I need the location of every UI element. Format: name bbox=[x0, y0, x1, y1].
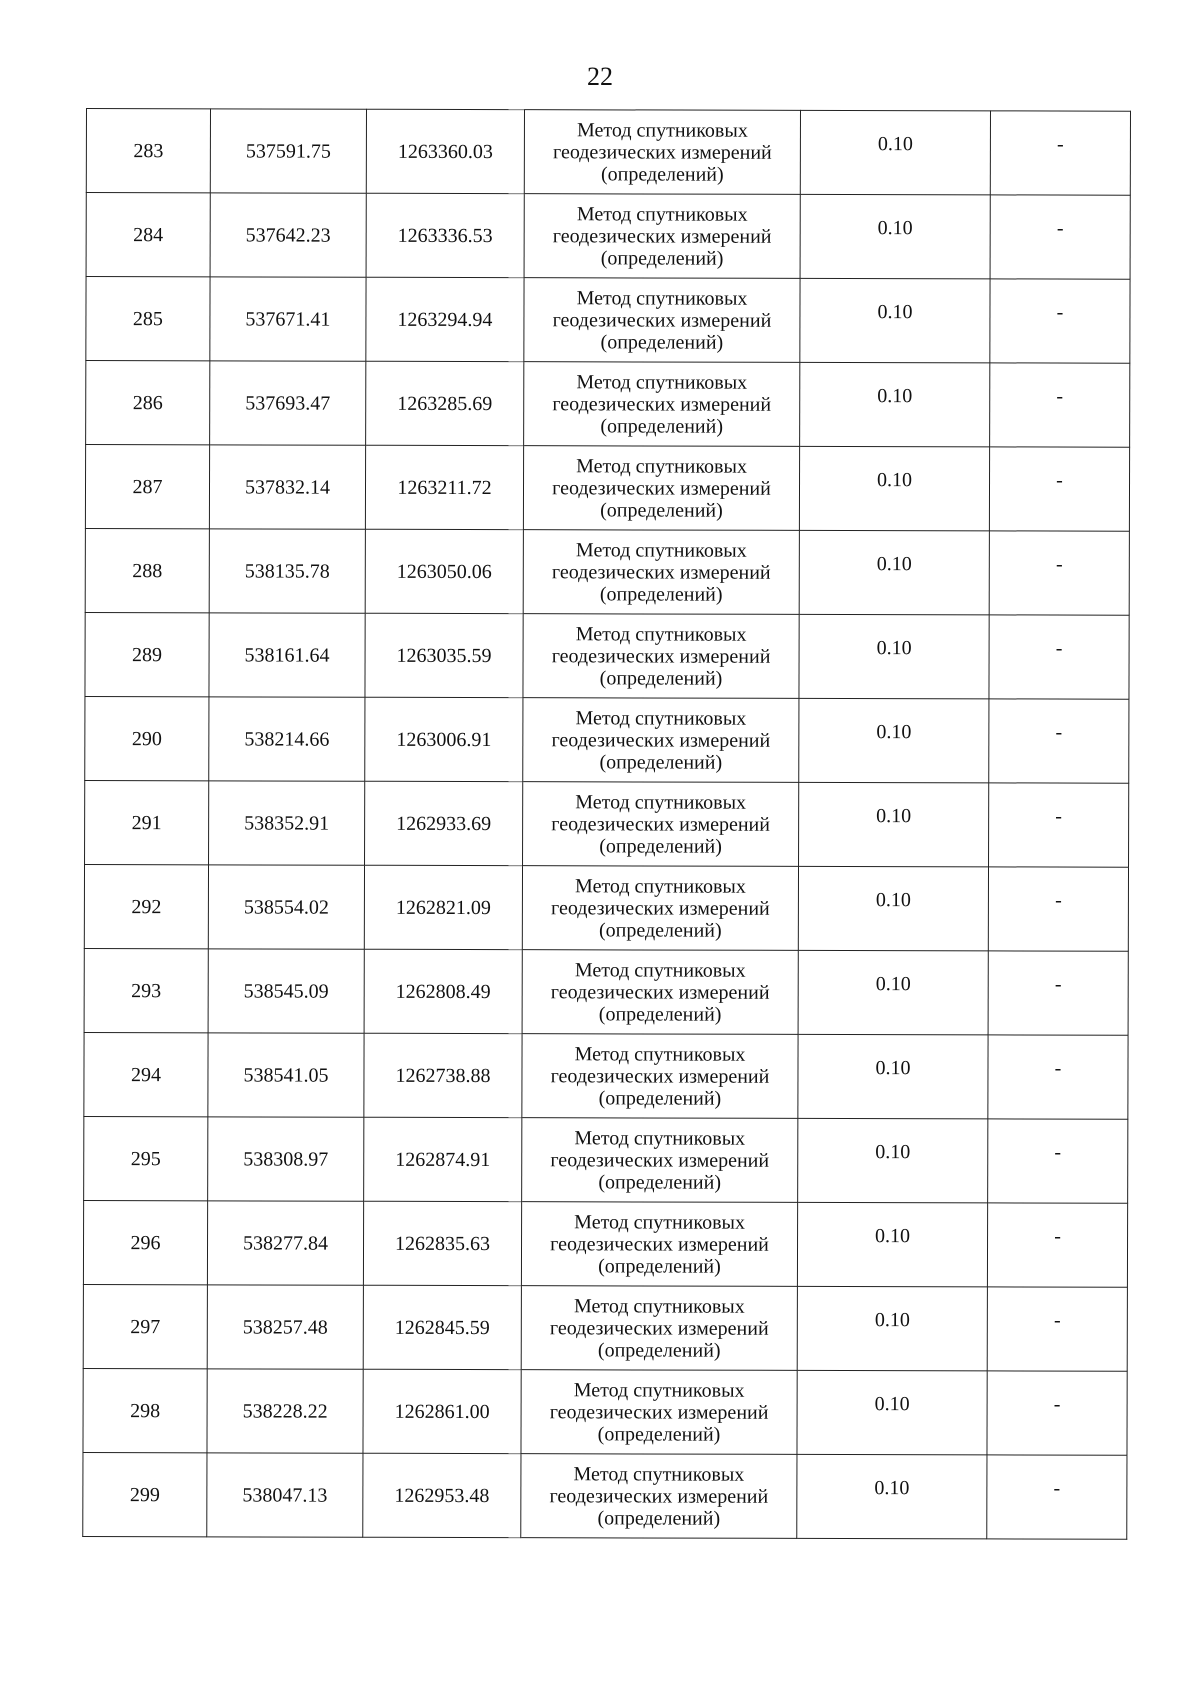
coordinates-table bbox=[82, 108, 1131, 1540]
method-cell bbox=[521, 1202, 797, 1287]
method-line: геодезических измерений bbox=[551, 560, 771, 584]
extra-value: - bbox=[1055, 553, 1063, 576]
table-row bbox=[83, 1368, 1127, 1455]
point-number-cell: 284 bbox=[86, 193, 210, 277]
extra-cell bbox=[989, 615, 1129, 699]
table-row bbox=[84, 1116, 1128, 1203]
extra-cell bbox=[990, 195, 1130, 279]
method-cell bbox=[523, 698, 799, 783]
method-line: (определений) bbox=[597, 1338, 721, 1362]
table-row bbox=[85, 696, 1129, 783]
method-line: геодезических измерений bbox=[551, 728, 771, 752]
method-line: (определений) bbox=[600, 246, 724, 270]
y-coordinate-cell: 1262874.91 bbox=[364, 1117, 522, 1201]
method-line: (определений) bbox=[600, 330, 724, 354]
accuracy-value: 0.10 bbox=[875, 1140, 911, 1163]
table-row bbox=[83, 1452, 1127, 1539]
y-coordinate-cell: 1262933.69 bbox=[365, 781, 523, 865]
accuracy-value: 0.10 bbox=[874, 1392, 910, 1415]
extra-value: - bbox=[1056, 217, 1064, 240]
point-number-cell: 299 bbox=[83, 1452, 207, 1536]
table-row bbox=[85, 780, 1129, 867]
method-cell bbox=[522, 1034, 798, 1119]
method-line: геодезических измерений bbox=[550, 1064, 770, 1088]
x-coordinate-cell: 538228.22 bbox=[207, 1369, 363, 1453]
x-coordinate-cell: 537591.75 bbox=[210, 109, 366, 193]
extra-cell bbox=[989, 699, 1129, 783]
table-row bbox=[84, 864, 1128, 951]
y-coordinate-cell: 1263294.94 bbox=[366, 277, 524, 361]
extra-value: - bbox=[1054, 1225, 1061, 1248]
extra-cell bbox=[988, 1035, 1128, 1119]
method-line: Метод спутниковых bbox=[575, 622, 747, 646]
extra-cell bbox=[987, 1203, 1127, 1287]
method-line: геодезических измерений bbox=[549, 1400, 769, 1424]
extra-cell bbox=[990, 279, 1130, 363]
point-number-cell: 293 bbox=[84, 948, 208, 1032]
method-line: геодезических измерений bbox=[552, 224, 772, 248]
y-coordinate-cell: 1262821.09 bbox=[364, 865, 522, 949]
accuracy-value: 0.10 bbox=[876, 804, 912, 827]
method-cell bbox=[521, 1454, 797, 1539]
method-cell bbox=[522, 950, 798, 1035]
method-line: Метод спутниковых bbox=[576, 202, 748, 226]
point-number-cell: 294 bbox=[84, 1032, 208, 1116]
accuracy-value: 0.10 bbox=[877, 132, 913, 155]
method-line: Метод спутниковых bbox=[576, 454, 747, 478]
method-line: (определений) bbox=[600, 162, 724, 186]
x-coordinate-cell: 538214.66 bbox=[209, 697, 365, 781]
extra-value: - bbox=[1056, 469, 1063, 492]
accuracy-value: 0.10 bbox=[876, 552, 912, 575]
method-line: Метод спутниковых bbox=[573, 1378, 745, 1402]
extra-cell bbox=[989, 783, 1129, 867]
method-cell bbox=[523, 530, 799, 615]
method-line: Метод спутниковых bbox=[577, 118, 748, 142]
extra-value: - bbox=[1056, 385, 1064, 408]
method-cell bbox=[523, 446, 799, 531]
y-coordinate-cell: 1262861.00 bbox=[363, 1369, 521, 1453]
x-coordinate-cell: 538047.13 bbox=[207, 1453, 363, 1537]
x-coordinate-cell: 538352.91 bbox=[209, 781, 365, 865]
method-line: (определений) bbox=[598, 1086, 722, 1110]
method-line: (определений) bbox=[600, 414, 724, 438]
y-coordinate-cell: 1263336.53 bbox=[366, 193, 524, 277]
method-line: геодезических измерений bbox=[550, 1232, 769, 1256]
method-line: геодезических измерений bbox=[550, 1148, 770, 1172]
accuracy-value: 0.10 bbox=[875, 1056, 911, 1079]
x-coordinate-cell: 537832.14 bbox=[209, 445, 365, 529]
table-row bbox=[86, 109, 1130, 196]
y-coordinate-cell: 1262738.88 bbox=[364, 1033, 522, 1117]
table-row bbox=[84, 1032, 1128, 1119]
accuracy-value: 0.10 bbox=[874, 1476, 910, 1499]
y-coordinate-cell: 1262953.48 bbox=[363, 1453, 521, 1537]
method-line: (определений) bbox=[598, 1002, 722, 1026]
point-number-cell: 295 bbox=[84, 1116, 208, 1200]
x-coordinate-cell: 538308.97 bbox=[208, 1117, 364, 1201]
point-number-cell: 283 bbox=[86, 109, 210, 193]
extra-value: - bbox=[1055, 889, 1062, 912]
point-number-cell: 297 bbox=[83, 1284, 207, 1368]
method-line: геодезических измерений bbox=[551, 812, 771, 836]
table-row bbox=[86, 277, 1130, 364]
x-coordinate-cell: 538541.05 bbox=[208, 1033, 364, 1117]
method-line: геодезических измерений bbox=[552, 140, 772, 164]
accuracy-cell bbox=[798, 950, 988, 1034]
method-cell bbox=[524, 194, 800, 279]
method-line: геодезических измерений bbox=[551, 644, 771, 668]
method-cell bbox=[521, 1286, 797, 1371]
extra-cell bbox=[988, 951, 1128, 1035]
accuracy-cell bbox=[797, 1202, 987, 1286]
x-coordinate-cell: 538554.02 bbox=[208, 865, 364, 949]
accuracy-cell bbox=[797, 1370, 987, 1454]
extra-cell bbox=[987, 1371, 1127, 1455]
method-line: геодезических измерений bbox=[552, 476, 771, 500]
y-coordinate-cell: 1262808.49 bbox=[364, 949, 522, 1033]
method-line: (определений) bbox=[598, 918, 722, 942]
method-line: Метод спутниковых bbox=[574, 1042, 746, 1066]
accuracy-cell bbox=[797, 1454, 987, 1538]
method-cell bbox=[523, 614, 799, 699]
x-coordinate-cell: 538257.48 bbox=[207, 1285, 363, 1369]
x-coordinate-cell: 538545.09 bbox=[208, 949, 364, 1033]
point-number-cell: 298 bbox=[83, 1368, 207, 1452]
accuracy-value: 0.10 bbox=[877, 216, 913, 239]
table-row bbox=[84, 948, 1128, 1035]
method-cell bbox=[523, 782, 799, 867]
method-line: Метод спутниковых bbox=[575, 790, 747, 814]
accuracy-cell bbox=[797, 1286, 987, 1370]
extra-value: - bbox=[1053, 1477, 1061, 1500]
page-number: 22 bbox=[587, 62, 613, 91]
accuracy-cell bbox=[799, 782, 989, 866]
method-cell bbox=[522, 866, 798, 951]
accuracy-value: 0.10 bbox=[877, 300, 913, 323]
y-coordinate-cell: 1263035.59 bbox=[365, 613, 523, 697]
method-line: геодезических измерений bbox=[549, 1316, 769, 1340]
point-number-cell: 286 bbox=[86, 361, 210, 445]
accuracy-cell bbox=[799, 530, 989, 614]
x-coordinate-cell: 538161.64 bbox=[209, 613, 365, 697]
method-line: (определений) bbox=[597, 1422, 721, 1446]
method-line: Метод спутниковых bbox=[575, 706, 747, 730]
y-coordinate-cell: 1263211.72 bbox=[365, 445, 523, 529]
method-cell bbox=[522, 1118, 798, 1203]
table-row bbox=[83, 1200, 1127, 1287]
method-line: Метод спутниковых bbox=[573, 1294, 745, 1318]
y-coordinate-cell: 1263285.69 bbox=[366, 361, 524, 445]
extra-cell bbox=[987, 1455, 1127, 1539]
y-coordinate-cell: 1262845.59 bbox=[363, 1285, 521, 1369]
point-number-cell: 290 bbox=[85, 696, 209, 780]
accuracy-value: 0.10 bbox=[874, 1308, 910, 1331]
method-line: Метод спутниковых bbox=[575, 874, 746, 898]
point-number-cell: 296 bbox=[83, 1200, 207, 1284]
method-cell bbox=[524, 362, 800, 447]
method-line: геодезических измерений bbox=[550, 980, 770, 1004]
extra-value: - bbox=[1055, 637, 1063, 660]
accuracy-cell bbox=[798, 866, 988, 950]
x-coordinate-cell: 537671.41 bbox=[210, 277, 366, 361]
extra-value: - bbox=[1054, 1141, 1062, 1164]
method-line: (определений) bbox=[599, 750, 723, 774]
table-row bbox=[86, 361, 1130, 448]
table-row bbox=[85, 528, 1129, 615]
accuracy-value: 0.10 bbox=[877, 468, 913, 491]
extra-cell bbox=[989, 531, 1129, 615]
accuracy-cell bbox=[799, 446, 989, 530]
y-coordinate-cell: 1263360.03 bbox=[366, 109, 524, 193]
method-line: Метод спутниковых bbox=[573, 1462, 745, 1486]
accuracy-cell bbox=[800, 194, 990, 278]
accuracy-value: 0.10 bbox=[877, 384, 913, 407]
accuracy-cell bbox=[798, 1118, 988, 1202]
accuracy-cell bbox=[800, 362, 990, 446]
x-coordinate-cell: 537693.47 bbox=[210, 361, 366, 445]
extra-value: - bbox=[1053, 1309, 1061, 1332]
accuracy-cell bbox=[799, 614, 989, 698]
method-line: геодезических измерений bbox=[551, 896, 770, 920]
point-number-cell: 288 bbox=[85, 528, 209, 612]
extra-value: - bbox=[1054, 1057, 1062, 1080]
extra-cell bbox=[988, 1119, 1128, 1203]
extra-value: - bbox=[1054, 973, 1062, 996]
extra-cell bbox=[988, 867, 1128, 951]
accuracy-cell bbox=[798, 1034, 988, 1118]
method-cell bbox=[524, 278, 800, 363]
point-number-cell: 287 bbox=[85, 445, 209, 529]
accuracy-value: 0.10 bbox=[875, 1224, 911, 1247]
method-line: геодезических измерений bbox=[552, 308, 772, 332]
method-line: (определений) bbox=[599, 666, 723, 690]
method-line: Метод спутниковых bbox=[574, 958, 746, 982]
extra-value: - bbox=[1056, 301, 1064, 324]
method-line: Метод спутниковых bbox=[574, 1126, 746, 1150]
extra-cell bbox=[990, 111, 1130, 195]
table-row bbox=[86, 193, 1130, 280]
x-coordinate-cell: 537642.23 bbox=[210, 193, 366, 277]
method-line: Метод спутниковых bbox=[576, 286, 748, 310]
point-number-cell: 285 bbox=[86, 277, 210, 361]
extra-value: - bbox=[1055, 805, 1063, 828]
accuracy-cell bbox=[800, 110, 990, 194]
extra-value: - bbox=[1057, 133, 1064, 156]
method-cell bbox=[524, 110, 800, 195]
method-cell bbox=[521, 1370, 797, 1455]
table-row bbox=[83, 1284, 1127, 1371]
y-coordinate-cell: 1263006.91 bbox=[365, 697, 523, 781]
extra-value: - bbox=[1055, 721, 1063, 744]
method-line: Метод спутниковых bbox=[574, 1210, 746, 1234]
method-line: (определений) bbox=[598, 1254, 721, 1278]
method-line: геодезических измерений bbox=[549, 1484, 769, 1508]
method-line: геодезических измерений bbox=[552, 392, 772, 416]
accuracy-cell bbox=[800, 278, 990, 362]
method-line: (определений) bbox=[599, 582, 723, 606]
method-line: (определений) bbox=[600, 498, 723, 522]
method-line: Метод спутниковых bbox=[576, 370, 748, 394]
point-number-cell: 289 bbox=[85, 612, 209, 696]
y-coordinate-cell: 1262835.63 bbox=[363, 1201, 521, 1285]
accuracy-value: 0.10 bbox=[876, 720, 912, 743]
extra-cell bbox=[989, 447, 1129, 531]
accuracy-cell bbox=[799, 698, 989, 782]
x-coordinate-cell: 538277.84 bbox=[207, 1201, 363, 1285]
method-line: Метод спутниковых bbox=[575, 538, 747, 562]
x-coordinate-cell: 538135.78 bbox=[209, 529, 365, 613]
method-line: (определений) bbox=[597, 1506, 721, 1530]
coordinates-table-body bbox=[83, 109, 1131, 1540]
accuracy-value: 0.10 bbox=[876, 636, 912, 659]
method-line: (определений) bbox=[598, 1170, 722, 1194]
point-number-cell: 291 bbox=[85, 780, 209, 864]
extra-cell bbox=[990, 363, 1130, 447]
table-row bbox=[85, 445, 1129, 532]
point-number-cell: 292 bbox=[84, 864, 208, 948]
method-line: (определений) bbox=[599, 834, 722, 858]
accuracy-value: 0.10 bbox=[875, 888, 911, 911]
accuracy-value: 0.10 bbox=[875, 972, 911, 995]
extra-cell bbox=[987, 1287, 1127, 1371]
table-row bbox=[85, 612, 1129, 699]
extra-value: - bbox=[1053, 1393, 1061, 1416]
y-coordinate-cell: 1263050.06 bbox=[365, 529, 523, 613]
